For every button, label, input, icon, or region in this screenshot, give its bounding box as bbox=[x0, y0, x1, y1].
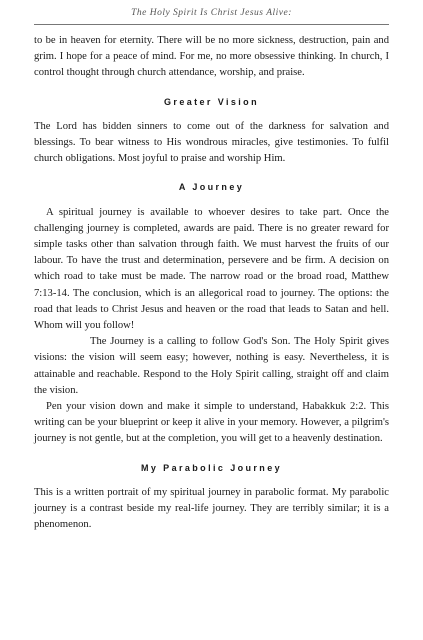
parabolic-journey-paragraph: This is a written portrait of my spiritual journey in parabolic format. My parabolic journey is a contrast beside my real-life journey. They are terribly similar; it is a phenomenon. bbox=[34, 486, 389, 531]
pen-vision-paragraph: Pen your vision down and make it simple to understand, Habakkuk 2:2. This writing can be your blueprint or keep it alive in your memory. However, a pilgrim's journey is not gentle, but at the completion, you will get to a heavenly destination. bbox=[34, 401, 389, 445]
journey-paragraph: A spiritual journey is available to whoever desires to take part. Once the challenging journey is completed, awards are paid. There is no greater reward for simple tasks other than salvation through faith. We must harvest the fruits of our labour. To have the trust and determination, persevere and be firm. A decision on which road to take must be made. The narrow road or the broad road, Matthew 7:13-14. The conclusion, which is an allegorical road to journey. The options: the road that leads to Christ Jesus and heaven or the road that leads to Satan and hell. Whom will you follow! bbox=[34, 206, 389, 332]
section-heading-journey: A Journey bbox=[178, 182, 245, 193]
header-rule bbox=[34, 24, 389, 25]
visions-paragraph: The Journey is a calling to follow God's Son. The Holy Spirit gives visions: the vision will seem easy; however, nothing is easy. Nevertheless, it is attainable and reachable. Respond to the Holy Spirit calling, straight off and claim the vision. bbox=[34, 336, 389, 396]
page-body bbox=[34, 33, 389, 533]
running-header: The Holy Spirit Is Christ Jesus Alive: bbox=[131, 8, 292, 18]
section-heading-parabolic-journey: My Parabolic Journey bbox=[140, 462, 283, 473]
greater-vision-paragraph: The Lord has bidden sinners to come out of the darkness for salvation and blessings. To bear witness to His wondrous miracles, give testimonies. To fulfil church obligations. Most joyful to praise and worship Him. bbox=[34, 120, 389, 165]
section-heading-greater-vision: Greater Vision bbox=[164, 96, 259, 107]
intro-paragraph: to be in heaven for eternity. There will be no more sickness, destruction, pain and grim. I hope for a peace of mind. For me, no more obsessive thinking. In church, I control thought through church attendance, worship, and praise. bbox=[34, 35, 389, 79]
